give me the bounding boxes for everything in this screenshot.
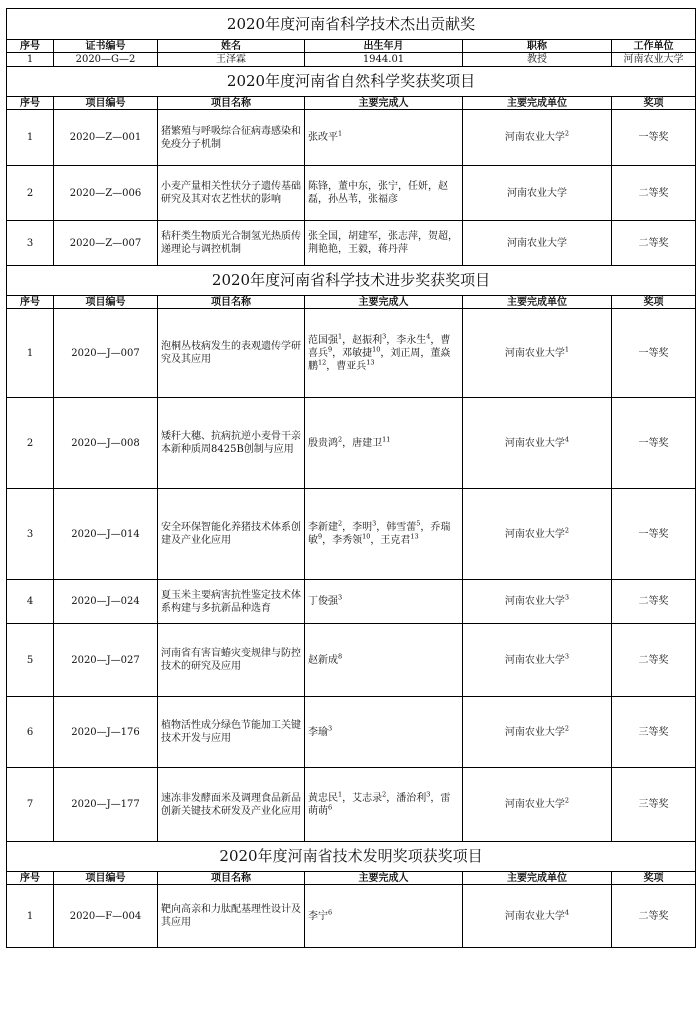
column-header: 主要完成人	[305, 872, 463, 885]
column-header: 主要完成人	[305, 296, 463, 309]
completing-unit: 河南农业大学$^3$	[463, 580, 612, 624]
award-level: 二等奖	[612, 221, 696, 266]
project-code: 2020—F—004	[54, 885, 158, 948]
project-name: 河南省有害盲蝽灾变规律与防控技术的研究及应用	[158, 624, 305, 697]
table-cell: 1	[7, 53, 54, 67]
section-header-row	[7, 97, 696, 110]
project-name: 泡桐丛枝病发生的表观遗传学研究及其应用	[158, 309, 305, 398]
project-code: 2020—Z—007	[54, 221, 158, 266]
completing-unit: 河南农业大学	[463, 166, 612, 221]
column-header: 奖项	[612, 97, 696, 110]
main-contributors: 陈锋，董中东，张宁，任妍，赵磊，孙丛苇，张福彦	[305, 166, 463, 221]
table-row	[7, 580, 696, 624]
section-header-row	[7, 40, 696, 53]
section-title-row	[7, 266, 696, 296]
table-row	[7, 624, 696, 697]
section-title: 2020年度河南省科学技术杰出贡献奖	[7, 9, 696, 40]
project-name: 猪繁殖与呼吸综合征病毒感染和免疫分子机制	[158, 110, 305, 166]
column-header: 主要完成人	[305, 97, 463, 110]
column-header: 工作单位	[612, 40, 696, 53]
column-header: 项目编号	[54, 296, 158, 309]
project-name: 小麦产量相关性状分子遗传基础研究及其对农艺性状的影响	[158, 166, 305, 221]
table-cell: 河南农业大学	[612, 53, 696, 67]
column-header: 主要完成单位	[463, 97, 612, 110]
table-cell: 1944.01	[305, 53, 463, 67]
column-header: 项目编号	[54, 97, 158, 110]
table-row	[7, 110, 696, 166]
column-header: 奖项	[612, 872, 696, 885]
completing-unit: 河南农业大学$^4$	[463, 885, 612, 948]
award-level: 一等奖	[612, 398, 696, 489]
column-header: 项目名称	[158, 97, 305, 110]
row-number: 3	[7, 489, 54, 580]
column-header: 奖项	[612, 296, 696, 309]
award-level: 二等奖	[612, 166, 696, 221]
award-level: 一等奖	[612, 489, 696, 580]
project-code: 2020—Z—001	[54, 110, 158, 166]
project-code: 2020—J—024	[54, 580, 158, 624]
award-level: 三等奖	[612, 768, 696, 842]
column-header: 项目编号	[54, 872, 158, 885]
row-number: 1	[7, 309, 54, 398]
table-row	[7, 489, 696, 580]
table-cell: 王泽霖	[158, 53, 305, 67]
table-row	[7, 398, 696, 489]
section-title-row	[7, 67, 696, 97]
project-code: 2020—J—027	[54, 624, 158, 697]
main-contributors: 黄忠民$^1$，艾志录$^2$，潘治利$^3$，雷萌萌$^6$	[305, 768, 463, 842]
completing-unit: 河南农业大学$^2$	[463, 768, 612, 842]
project-name: 秸秆类生物质光合制氢光热质传递理论与调控机制	[158, 221, 305, 266]
project-code: 2020—J—177	[54, 768, 158, 842]
section-title: 2020年度河南省自然科学奖获奖项目	[7, 67, 696, 97]
award-level: 一等奖	[612, 309, 696, 398]
award-level: 二等奖	[612, 624, 696, 697]
row-number: 1	[7, 885, 54, 948]
section-title: 2020年度河南省技术发明奖项获奖项目	[7, 842, 696, 872]
column-header: 项目名称	[158, 296, 305, 309]
completing-unit: 河南农业大学$^2$	[463, 489, 612, 580]
column-header: 序号	[7, 40, 54, 53]
row-number: 2	[7, 398, 54, 489]
project-code: 2020—J—008	[54, 398, 158, 489]
award-level: 三等奖	[612, 697, 696, 768]
project-name: 速冻非发酵面米及调理食品新品创新关键技术研发及产业化应用	[158, 768, 305, 842]
table-cell: 2020—G—2	[54, 53, 158, 67]
section-title-row	[7, 9, 696, 40]
main-contributors: 李宁$^6$	[305, 885, 463, 948]
table-row	[7, 697, 696, 768]
completing-unit: 河南农业大学$^3$	[463, 624, 612, 697]
main-contributors: 李瑜$^3$	[305, 697, 463, 768]
column-header: 姓名	[158, 40, 305, 53]
main-contributors: 赵新成$^8$	[305, 624, 463, 697]
column-header: 出生年月	[305, 40, 463, 53]
section-title: 2020年度河南省科学技术进步奖获奖项目	[7, 266, 696, 296]
completing-unit: 河南农业大学$^4$	[463, 398, 612, 489]
row-number: 3	[7, 221, 54, 266]
project-name: 安全环保智能化养猪技术体系创建及产业化应用	[158, 489, 305, 580]
award-table	[6, 8, 696, 948]
column-header: 主要完成单位	[463, 296, 612, 309]
project-name: 矮秆大穗、抗病抗逆小麦骨干亲本新种质周8425B创制与应用	[158, 398, 305, 489]
row-number: 4	[7, 580, 54, 624]
table-row	[7, 885, 696, 948]
project-code: 2020—Z—006	[54, 166, 158, 221]
section-title-row	[7, 842, 696, 872]
award-level: 二等奖	[612, 885, 696, 948]
main-contributors: 殷贵鸿$^2$，唐建卫$^{11}$	[305, 398, 463, 489]
column-header: 主要完成单位	[463, 872, 612, 885]
column-header: 序号	[7, 97, 54, 110]
award-level: 二等奖	[612, 580, 696, 624]
row-number: 6	[7, 697, 54, 768]
column-header: 序号	[7, 872, 54, 885]
project-name: 靶向高亲和力肽配基理性设计及其应用	[158, 885, 305, 948]
row-number: 1	[7, 110, 54, 166]
project-name: 植物活性成分绿色节能加工关键 技术开发与应用	[158, 697, 305, 768]
main-contributors: 张全国，胡建军，张志萍，贺超，荆艳艳，王毅，蒋丹萍	[305, 221, 463, 266]
row-number: 5	[7, 624, 54, 697]
table-row	[7, 221, 696, 266]
award-sheet	[6, 8, 695, 948]
project-code: 2020—J—007	[54, 309, 158, 398]
completing-unit: 河南农业大学$^1$	[463, 309, 612, 398]
project-code: 2020—J—014	[54, 489, 158, 580]
row-number: 2	[7, 166, 54, 221]
column-header: 证书编号	[54, 40, 158, 53]
column-header: 项目名称	[158, 872, 305, 885]
completing-unit: 河南农业大学$^2$	[463, 110, 612, 166]
table-row	[7, 53, 696, 67]
main-contributors: 张改平$^1$	[305, 110, 463, 166]
main-contributors: 范国强$^1$，赵振利$^3$，李永生$^4$，曹喜兵$^9$，邓敏捷$^{10}$，刘正周，董焱鹏$^{12}$，曹亚兵$^{13}$	[305, 309, 463, 398]
table-cell: 教授	[463, 53, 612, 67]
column-header: 职称	[463, 40, 612, 53]
project-code: 2020—J—176	[54, 697, 158, 768]
main-contributors: 李新建$^2$，李明$^3$，韩雪蕾$^5$，乔瑞敏$^9$，李秀领$^{10}$，王克君$^{13}$	[305, 489, 463, 580]
row-number: 7	[7, 768, 54, 842]
table-row	[7, 768, 696, 842]
section-header-row	[7, 872, 696, 885]
completing-unit: 河南农业大学$^2$	[463, 697, 612, 768]
table-row	[7, 309, 696, 398]
column-header: 序号	[7, 296, 54, 309]
main-contributors: 丁俊强$^3$	[305, 580, 463, 624]
award-level: 一等奖	[612, 110, 696, 166]
section-header-row	[7, 296, 696, 309]
completing-unit: 河南农业大学	[463, 221, 612, 266]
table-row	[7, 166, 696, 221]
project-name: 夏玉米主要病害抗性鉴定技术体系构建与多抗新品种选育	[158, 580, 305, 624]
